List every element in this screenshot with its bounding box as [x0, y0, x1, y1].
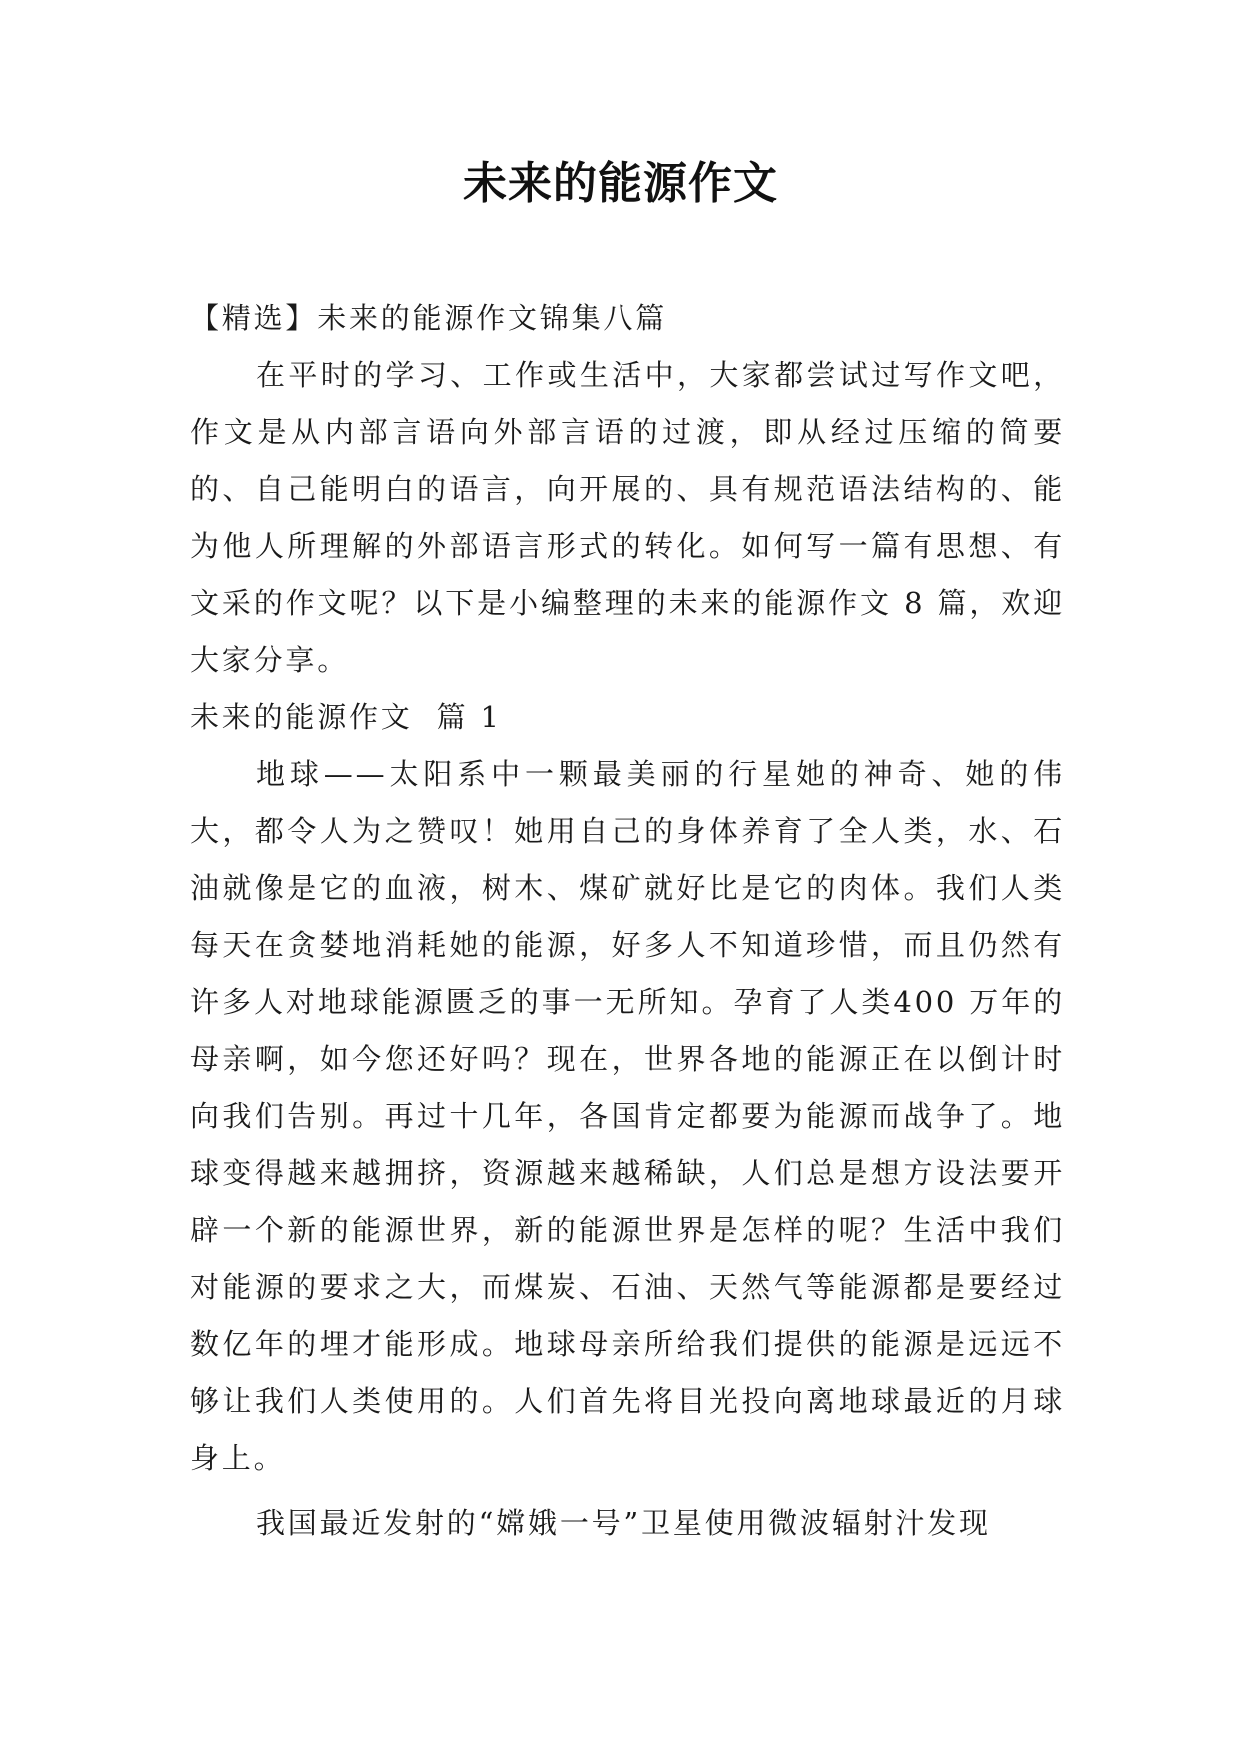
document-title: 未来的能源作文: [463, 158, 778, 209]
document-body: [190, 290, 1065, 1552]
intro-heading: 【精选】未来的能源作文锦集八篇: [190, 301, 668, 335]
section-paragraph-1: 地球——太阳系中一颗最美丽的行星她的神奇、她的伟大，都令人为之赞叹！她用自己的身体养育了全人类，水、石油就像是它的血液，树木、煤矿就好比是它的肉体。我们人类每天在贪婪地消耗她的能源，好多人不知道珍惜，而且仍然有许多人对地球能源匮乏的事一无所知。孕育了人类400 万年的母亲啊，如今您还好吗？现在，世界各地的能源正在以倒计时向我们告别。再过十几年，各国肯定都要为能源而战争了。地球变得越来越拥挤，资源越来越稀缺，人们总是想方设法要开辟一个新的能源世界，新的能源世界是怎样的呢？生活中我们对能源的要求之大，而煤炭、石油、天然气等能源都是要经过数亿年的埋才能形成。地球母亲所给我们提供的能源是远远不够让我们人类使用的。人们首先将目光投向离地球最近的月球身上。: [190, 757, 1065, 1475]
intro-paragraph: 在平时的学习、工作或生活中，大家都尝试过写作文吧，作文是从内部言语向外部言语的过渡，即从经过压缩的简要的、自己能明白的语言，向开展的、具有规范语法结构的、能为他人所理解的外部语言形式的转化。如何写一篇有思想、有文采的作文呢？以下是小编整理的未来的能源作文 8 篇，欢迎大家分享。: [190, 358, 1065, 677]
section-heading: 未来的能源作文 篇 1: [190, 700, 502, 734]
section-paragraph-2: 我国最近发射的“嫦娥一号”卫星使用微波辐射汁发现: [256, 1506, 991, 1540]
